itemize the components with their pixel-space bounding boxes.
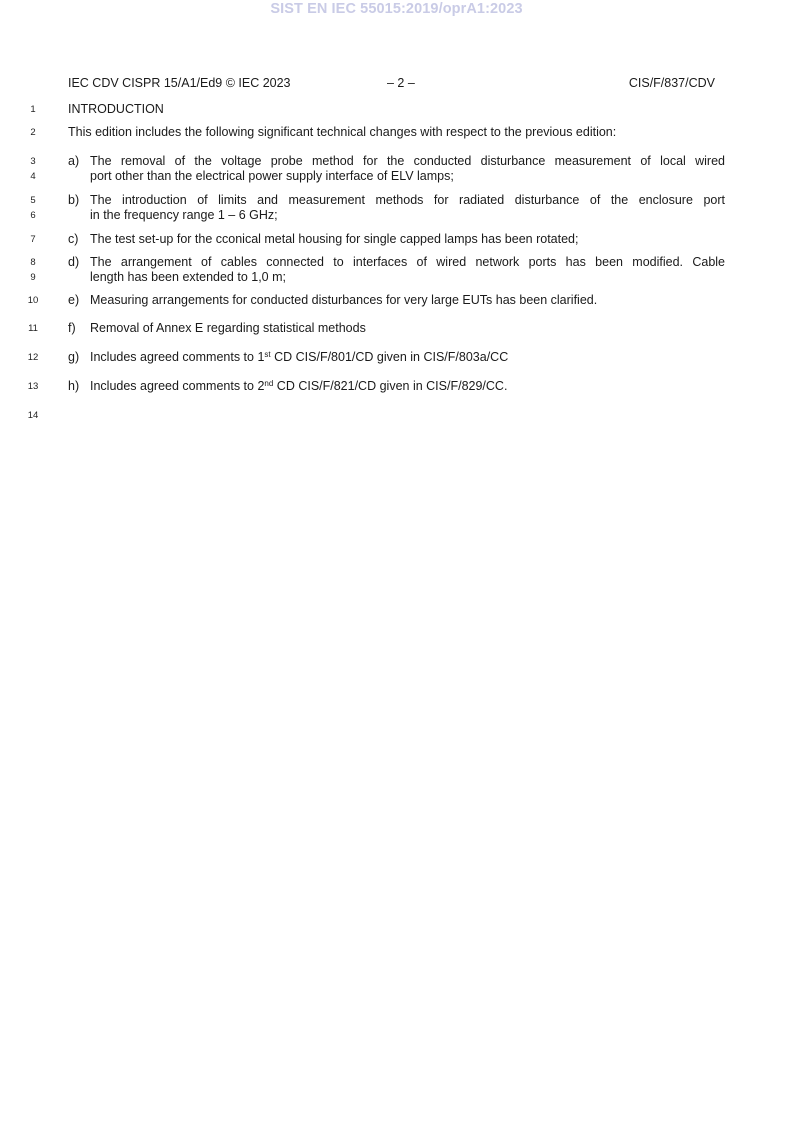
list-item-line: The test set-up for the cconical metal housing for single capped lamps has been rotated; <box>90 232 579 246</box>
header-reference: CIS/F/837/CDV <box>628 76 715 90</box>
section-heading: INTRODUCTION <box>68 102 164 116</box>
list-item-line: The introduction of limits and measurement methods for radiated disturbance of the enclosure port <box>90 193 725 207</box>
list-item-letter: a) <box>68 154 80 168</box>
line-number: 1 <box>30 104 36 115</box>
list-item-text <box>90 154 725 184</box>
intro-paragraph: This edition includes the following significant technical changes with respect to the previous edition: <box>68 125 617 139</box>
list-item-text <box>90 193 725 223</box>
list-item-line: length has been extended to 1,0 m; <box>90 270 286 284</box>
page-header <box>68 76 715 92</box>
list-item-line: The removal of the voltage probe method for the conducted disturbance measurement of local wired <box>90 154 725 168</box>
line-number: 6 <box>30 210 36 221</box>
list-item-letter: b) <box>68 193 80 207</box>
list-item-line: Measuring arrangements for conducted disturbances for very large EUTs has been clarified. <box>90 293 598 307</box>
list-item-text <box>90 350 725 365</box>
header-document-id: IEC CDV CISPR 15/A1/Ed9 © IEC 2023 <box>68 76 291 90</box>
line-number: 12 <box>27 352 39 363</box>
line-number: 4 <box>30 171 36 182</box>
list-item-letter: e) <box>68 293 80 307</box>
list-item-letter: g) <box>68 350 80 364</box>
list-item-text <box>90 379 725 394</box>
list-item-text <box>90 321 725 336</box>
list-item-text <box>90 293 725 308</box>
list-item-text-part: CD CIS/F/801/CD given in CIS/F/803a/CC <box>270 350 509 364</box>
line-number: 3 <box>30 156 36 167</box>
ordinal-suffix: st <box>264 350 271 359</box>
line-number: 10 <box>27 295 39 306</box>
line-number: 7 <box>30 234 36 245</box>
list-item-text-part: CD CIS/F/821/CD given in CIS/F/829/CC. <box>273 379 508 393</box>
list-item-line: in the frequency range 1 – 6 GHz; <box>90 208 278 222</box>
list-item-letter: f) <box>68 321 76 335</box>
list-item-line: port other than the electrical power supply interface of ELV lamps; <box>90 169 454 183</box>
list-item-letter: d) <box>68 255 80 269</box>
list-item-line <box>90 350 725 365</box>
watermark: SIST EN IEC 55015:2019/oprA1:2023 <box>270 1 523 17</box>
line-number: 2 <box>30 127 36 138</box>
list-item-text <box>90 232 725 247</box>
list-item-letter: c) <box>68 232 79 246</box>
list-item-line: Removal of Annex E regarding statistical methods <box>90 321 366 335</box>
ordinal-suffix: nd <box>264 379 274 388</box>
list-item-text-part: Includes agreed comments to 1 <box>90 350 265 364</box>
list-item-line: The arrangement of cables connected to interfaces of wired network ports has been modified. Cable <box>90 255 725 269</box>
header-page-number: – 2 – <box>387 76 415 90</box>
list-item-text <box>90 255 725 285</box>
list-item-text-part: Includes agreed comments to 2 <box>90 379 265 393</box>
line-number: 5 <box>30 195 36 206</box>
line-number: 11 <box>28 323 38 334</box>
list-item-letter: h) <box>68 379 80 393</box>
line-number: 9 <box>30 272 36 283</box>
line-number: 14 <box>27 410 39 421</box>
line-number: 13 <box>27 381 39 392</box>
line-number: 8 <box>30 257 36 268</box>
list-item-line <box>90 379 725 394</box>
